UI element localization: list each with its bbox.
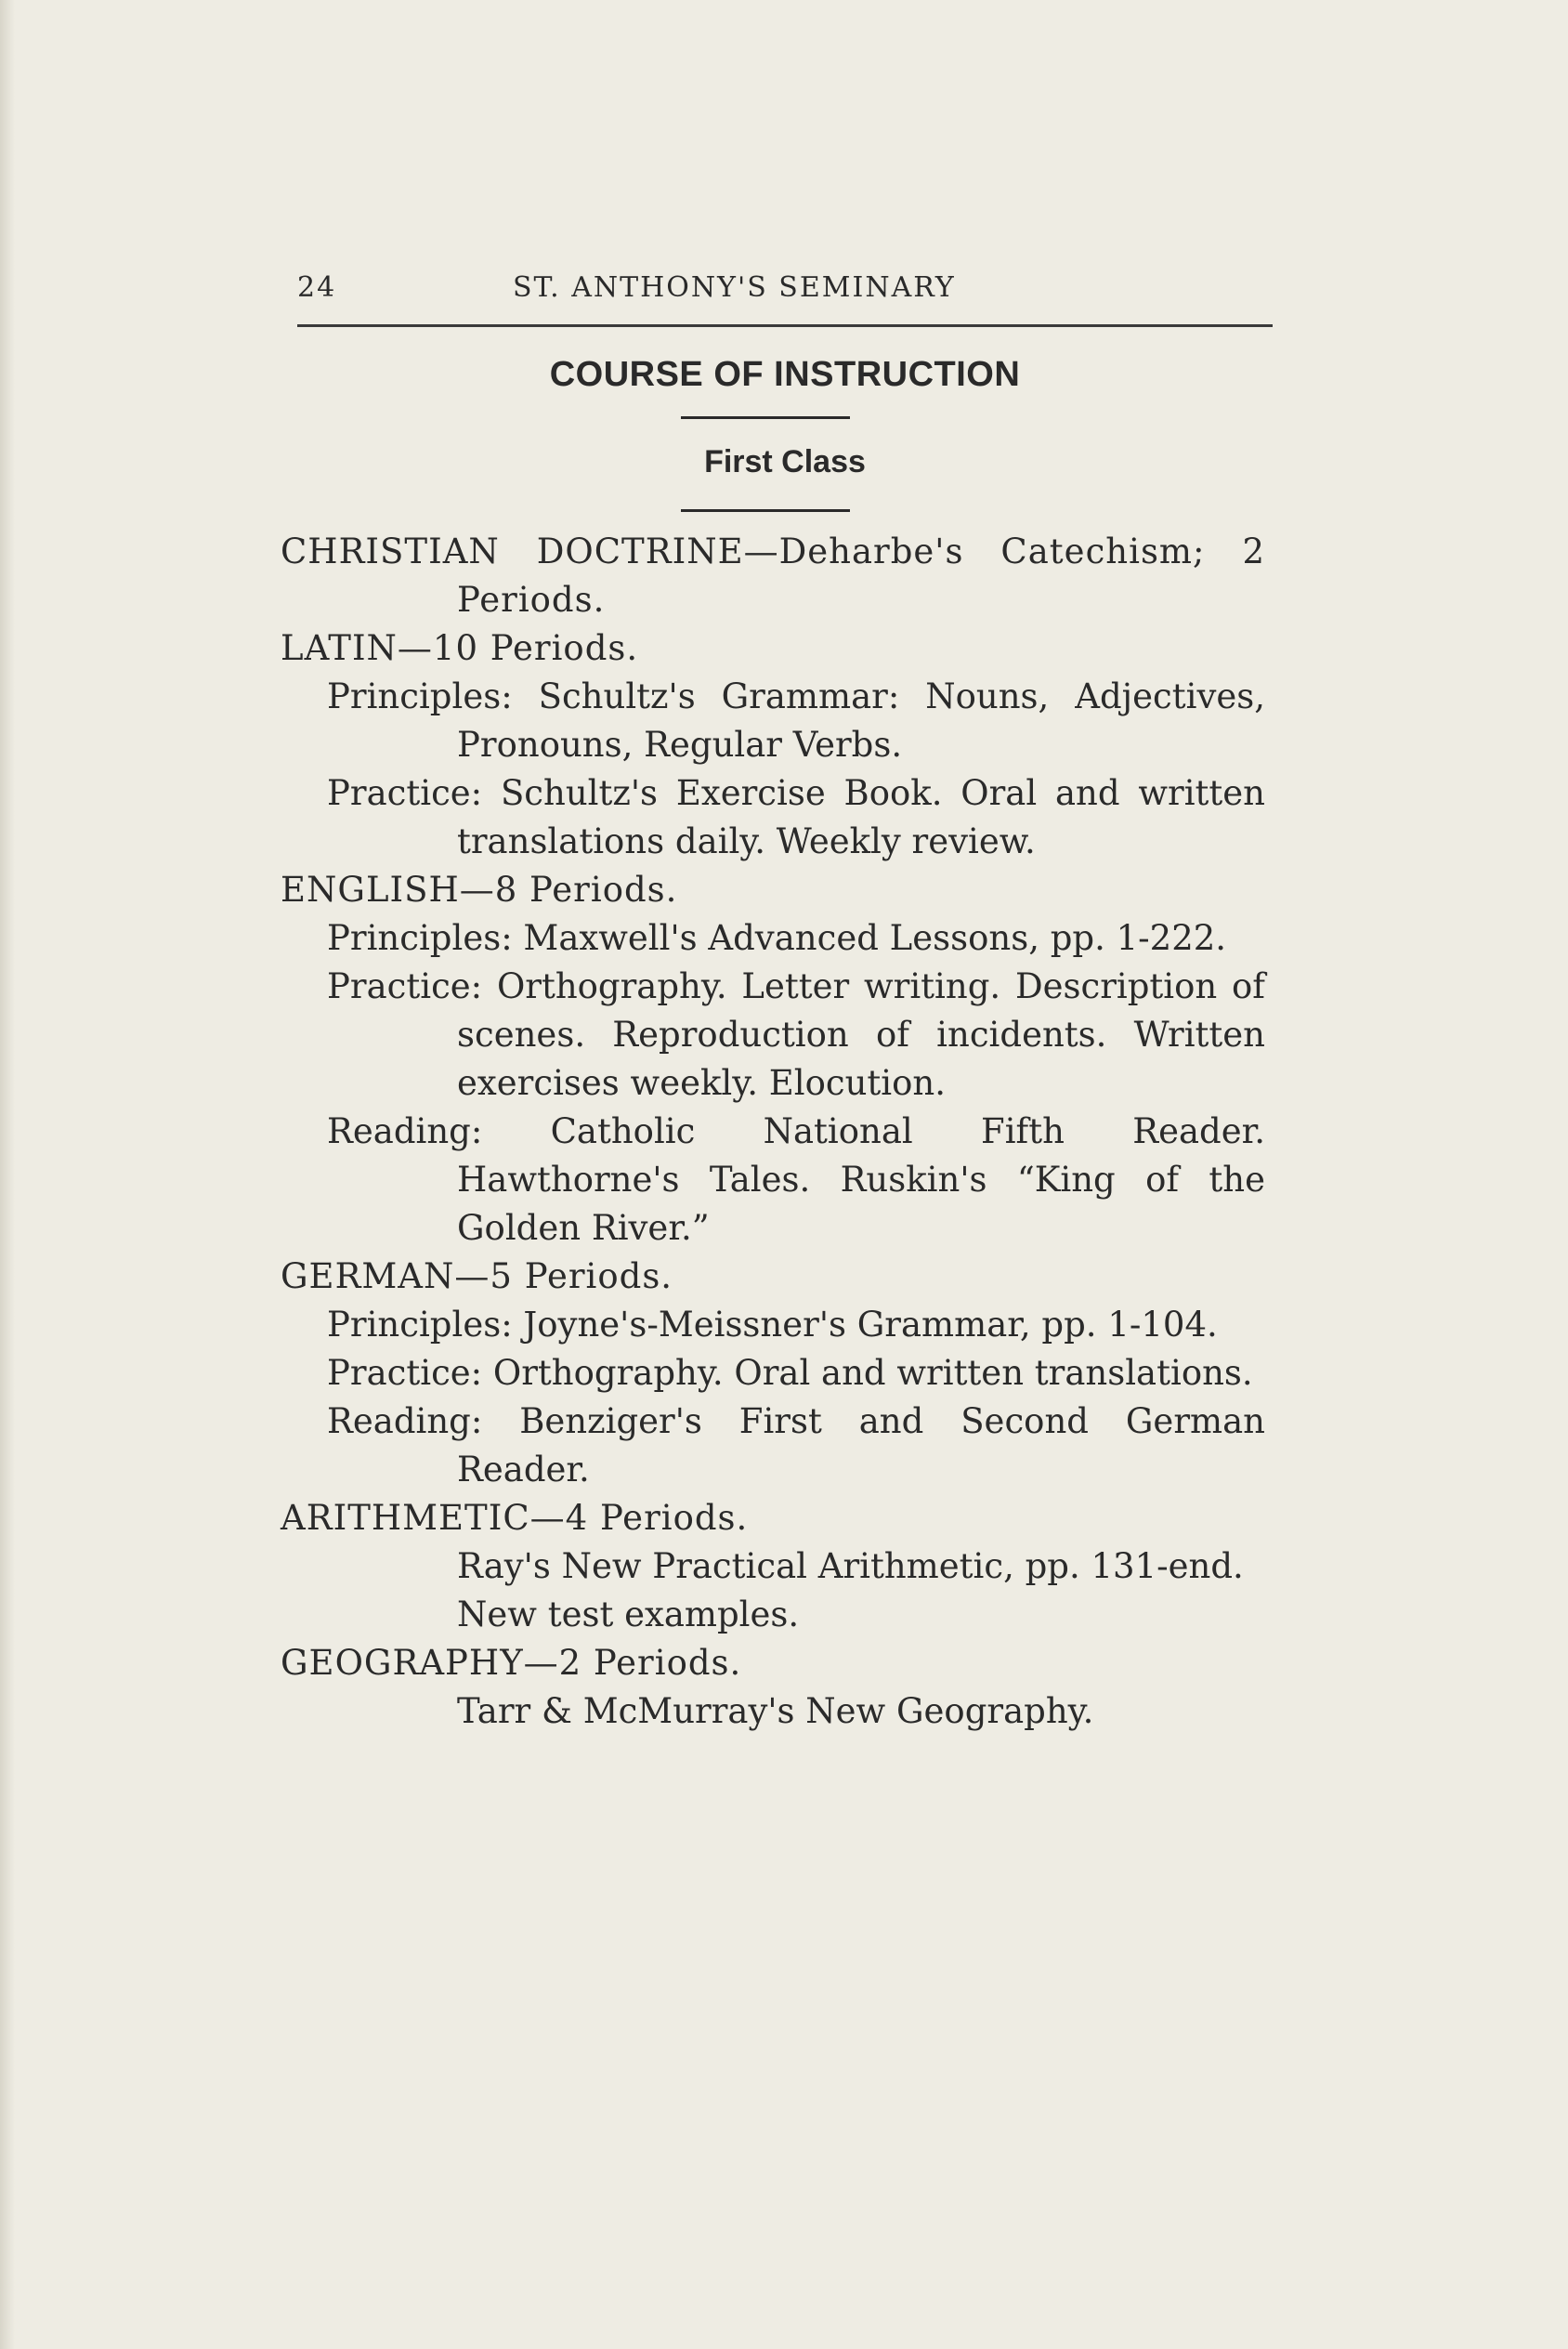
page-header: [297, 271, 1273, 308]
arithmetic-text: New test examples.: [457, 1594, 800, 1634]
subject-german: [281, 1253, 1265, 1494]
subject-arithmetic: [281, 1494, 1265, 1639]
subject-english: [281, 866, 1265, 1253]
subject-latin: [281, 624, 1265, 866]
subject-heading: ARITHMETIC—4 Periods.: [281, 1498, 749, 1538]
latin-principles: Principles: Schultz's Grammar: Nouns, Adjectives, Pronouns, Regular Verbs.: [327, 676, 1265, 765]
class-title: First Class: [704, 444, 866, 479]
subject-geography: [281, 1639, 1265, 1736]
english-reading: Reading: Catholic National Fifth Reader. Hawthorne's Tales. Ruskin's “King of the Golden River.”: [327, 1111, 1265, 1248]
latin-practice: Practice: Schultz's Exercise Book. Oral and written translations daily. Weekly review.: [327, 773, 1265, 861]
german-reading: Reading: Benziger's First and Second German Reader.: [327, 1401, 1265, 1489]
header-rule: [297, 324, 1273, 327]
subject-christian-doctrine: [281, 528, 1265, 624]
course-content: [281, 528, 1265, 1736]
geography-text: Tarr & McMurray's New Geography.: [457, 1691, 1094, 1731]
page-number: 24: [297, 271, 337, 304]
running-title: ST. ANTHONY'S SEMINARY: [513, 271, 956, 304]
arithmetic-text: Ray's New Practical Arithmetic, pp. 131-end.: [457, 1546, 1244, 1586]
german-practice: Practice: Orthography. Oral and written translations.: [327, 1353, 1253, 1393]
subject-heading: ENGLISH—8 Periods.: [281, 870, 678, 910]
subject-heading: LATIN—10 Periods.: [281, 628, 639, 668]
subject-heading: GERMAN—5 Periods.: [281, 1256, 673, 1296]
german-principles: Principles: Joyne's-Meissner's Grammar, pp. 1-104.: [327, 1305, 1218, 1345]
subject-heading: CHRISTIAN DOCTRINE—Deharbe's Catechism; 2 Periods.: [281, 531, 1265, 620]
page-edge-shadow: [0, 0, 15, 2349]
english-principles: Principles: Maxwell's Advanced Lessons, pp. 1-222.: [327, 918, 1227, 958]
subject-heading: GEOGRAPHY—2 Periods.: [281, 1643, 742, 1683]
divider-rule: [681, 416, 850, 419]
divider-rule: [681, 509, 850, 512]
english-practice: Practice: Orthography. Letter writing. Description of scenes. Reproduction of incidents. Written exercises weekly. Elocution.: [327, 966, 1265, 1103]
section-title: COURSE OF INSTRUCTION: [549, 355, 1021, 394]
